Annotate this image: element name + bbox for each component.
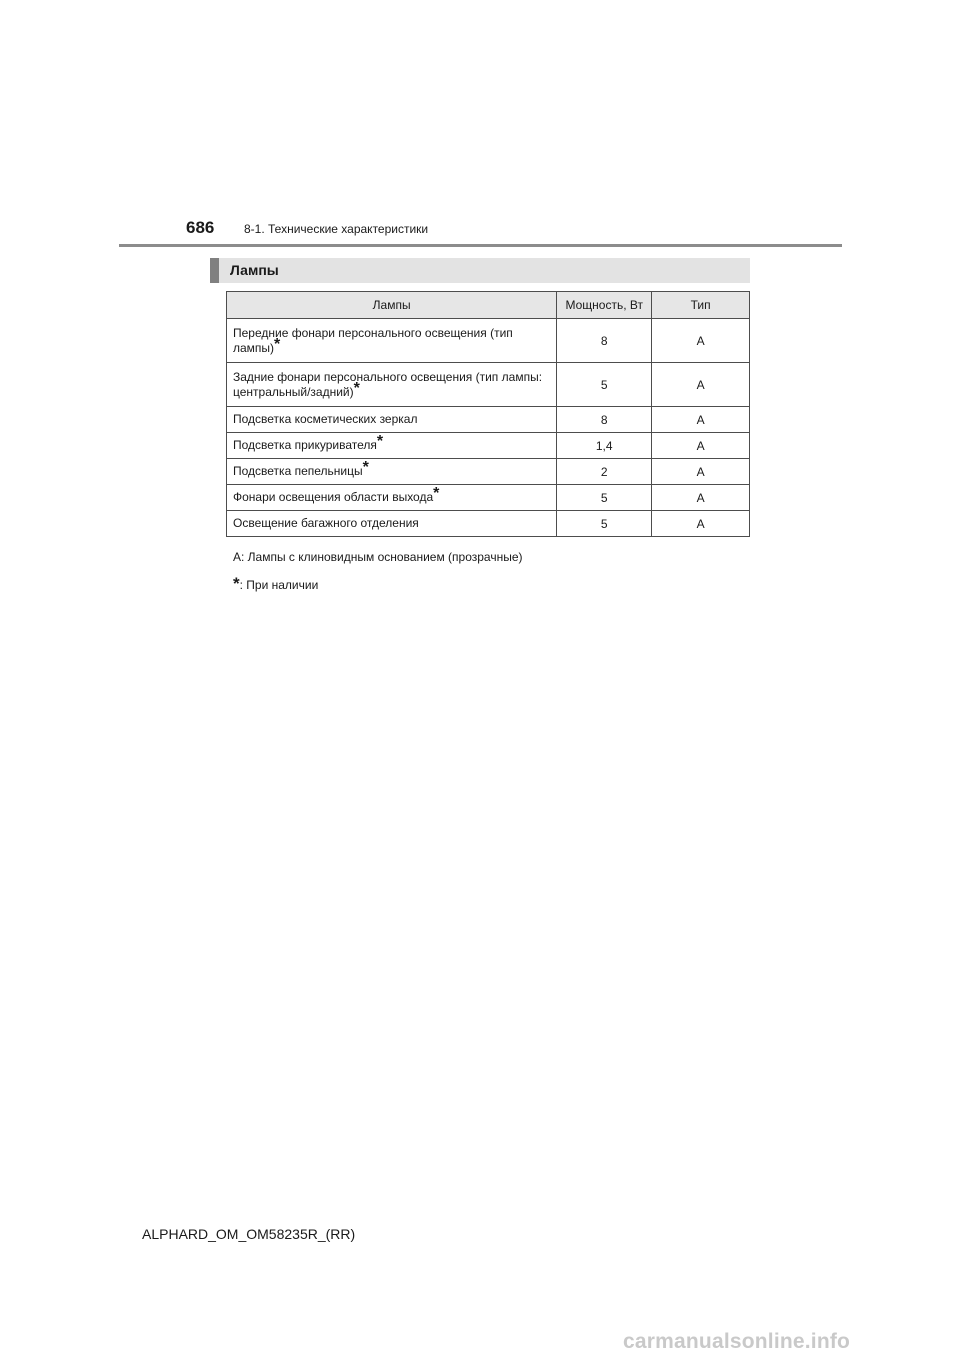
bulb-name: Фонари освещения области выхода [233,490,434,504]
note-availability [233,574,318,594]
bulb-name-cell [227,459,557,485]
power-cell: 5 [557,485,652,511]
table-row [227,511,750,537]
document-code: ALPHARD_OM_OM58235R_(RR) [142,1226,356,1242]
chapter-title: 8-1. Технические характеристики [244,222,429,236]
watermark: carmanualsonline.info [623,1330,851,1353]
power-cell: 2 [557,459,652,485]
type-cell: A [652,485,750,511]
type-cell: A [652,407,750,433]
bulb-name-cell [227,433,557,459]
availability-star: * [433,485,440,502]
bulbs-table [226,291,750,537]
bulb-name-cell [227,485,557,511]
bulb-name: Подсветка косметических зеркал [233,412,418,426]
availability-star: * [274,335,281,353]
column-header-power: Мощность, Вт [557,292,652,319]
type-cell: A [652,433,750,459]
type-cell: A [652,363,750,407]
table-row [227,319,750,363]
bulb-name-cell [227,511,557,537]
bulb-name-cell [227,407,557,433]
bulb-name: Задние фонари персонального освещения (тип лампы: центральный/задний) [233,369,543,399]
power-cell: 1,4 [557,433,652,459]
section-title: Лампы [230,262,279,278]
note-star: * [233,574,240,593]
table-row [227,459,750,485]
column-header-type: Тип [652,292,750,319]
type-cell: A [652,459,750,485]
bulb-name: Передние фонари персонального освещения (тип лампы) [233,325,513,355]
table-row [227,407,750,433]
table-header-row [227,292,750,319]
bulb-name: Подсветка прикуривателя [233,438,377,452]
section-heading-bar [210,258,750,283]
power-cell: 5 [557,511,652,537]
availability-star: * [353,379,360,397]
power-cell: 5 [557,363,652,407]
note-type-a: A: Лампы с клиновидным основанием (прозрачные) [233,550,523,564]
note-star-text: : При наличии [239,578,319,592]
type-cell: A [652,511,750,537]
table-row [227,485,750,511]
power-cell: 8 [557,407,652,433]
header-divider [119,244,842,247]
availability-star: * [362,459,369,476]
table-row [227,363,750,407]
bulb-name: Подсветка пепельницы [233,464,363,478]
type-cell: A [652,319,750,363]
bulb-name-cell [227,363,557,407]
power-cell: 8 [557,319,652,363]
column-header-bulbs: Лампы [227,292,557,319]
page-number: 686 [186,218,215,237]
bulb-name-cell [227,319,557,363]
table-row [227,433,750,459]
availability-star: * [376,433,384,450]
bulb-name: Освещение багажного отделения [233,516,419,530]
